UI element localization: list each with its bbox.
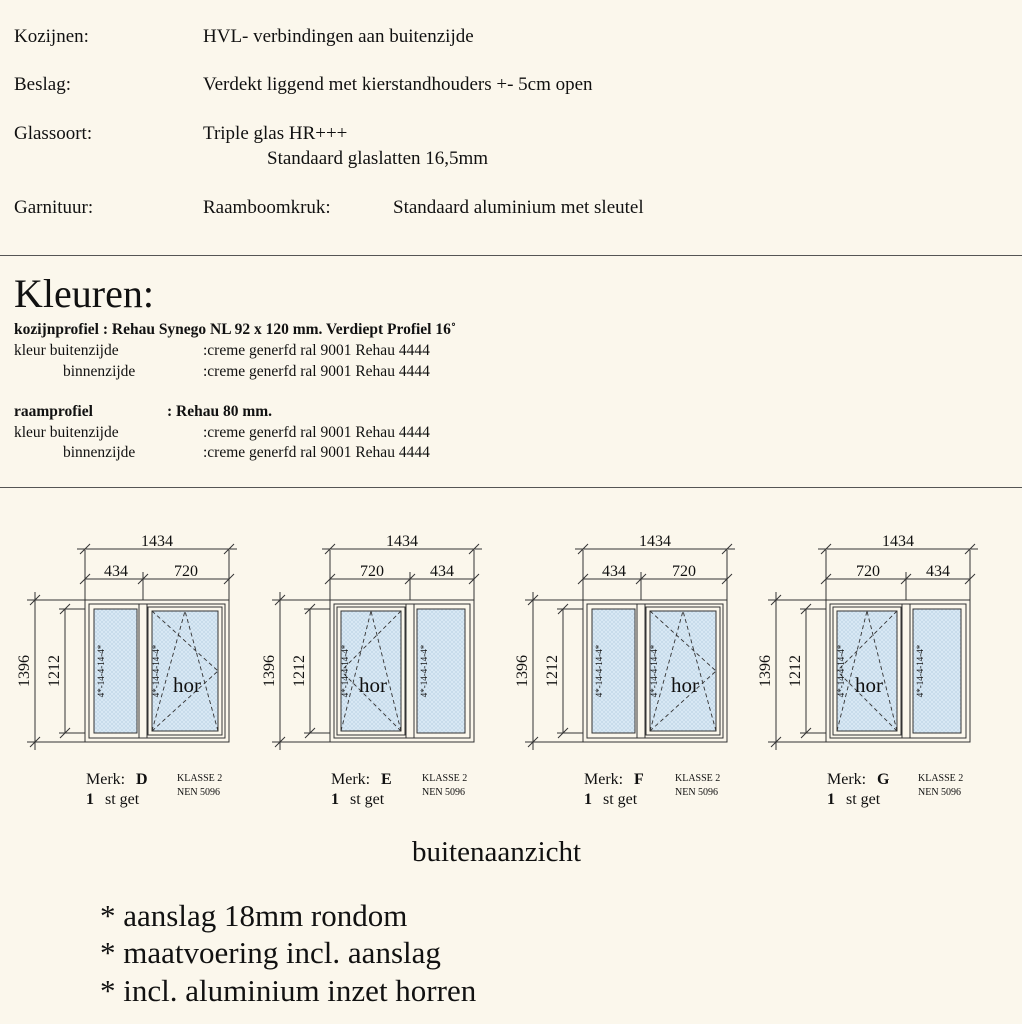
window-d-glass-code-sash: 4*-14-4-14-4* (151, 644, 161, 698)
kozijn-inside-label: binnenzijde (63, 363, 136, 380)
spec-label-beslag: Beslag: (14, 74, 71, 95)
window-e-merk-label: Merk: (331, 771, 371, 788)
window-e-glass-code-sash: 4*-14-4-14-4* (340, 644, 350, 698)
window-e-dim-left-width: 720 (360, 563, 384, 580)
view-label: buitenaanzicht (412, 836, 582, 868)
window-d-merk-label: Merk: (86, 771, 126, 788)
kozijn-outside-value: :creme generfd ral 9001 Rehau 4444 (203, 342, 430, 359)
window-g-dim-glass-height: 1212 (787, 655, 804, 687)
window-g-nen: NEN 5096 (918, 787, 962, 798)
spec-value-glaslatten: Standaard glaslatten 16,5mm (267, 148, 489, 169)
spec-value-kozijnen: HVL- verbindingen aan buitenzijde (203, 26, 474, 47)
window-f-glass-code-sash: 4*-14-4-14-4* (649, 644, 659, 698)
window-e-qty: 1 (331, 791, 339, 808)
divider-bottom (0, 487, 1022, 488)
window-d-dim-right-width: 720 (174, 563, 198, 580)
window-e-klasse: KLASSE 2 (422, 773, 468, 784)
window-d-klasse: KLASSE 2 (177, 773, 223, 784)
window-d-dim-total-width: 1434 (141, 533, 173, 550)
window-g-mullion (902, 604, 910, 738)
window-g-glass-code-fixed: 4*-14-4-14-4* (915, 644, 925, 698)
window-d-qty: 1 (86, 791, 94, 808)
spec-value-glassoort: Triple glas HR+++ (203, 123, 348, 144)
spec-label-garnituur: Garnituur: (14, 197, 94, 218)
window-f-dim-glass-height: 1212 (544, 655, 561, 687)
window-g-merk-label: Merk: (827, 771, 867, 788)
window-f-mullion (637, 604, 645, 738)
window-g-dim-total-height: 1396 (757, 655, 774, 687)
window-f-dim-right-width: 720 (672, 563, 696, 580)
window-e-mullion (406, 604, 414, 738)
window-f-klasse: KLASSE 2 (675, 773, 721, 784)
raam-outside-value: :creme generfd ral 9001 Rehau 4444 (203, 424, 430, 441)
window-f-merk-value: F (634, 771, 644, 788)
window-f-qty: 1 (584, 791, 592, 808)
kozijn-inside-value: :creme generfd ral 9001 Rehau 4444 (203, 363, 430, 380)
window-g-sash-glass (837, 611, 897, 731)
window-f-sash-label: hor (671, 673, 699, 697)
raam-inside-value: :creme generfd ral 9001 Rehau 4444 (203, 444, 430, 461)
divider-top (0, 255, 1022, 256)
raam-outside-label: kleur buitenzijde (14, 424, 119, 441)
window-g-sash-label: hor (855, 673, 883, 697)
window-f-dim-total-width: 1434 (639, 533, 671, 550)
window-f-qty-label: st get (603, 791, 638, 808)
window-g-glass-code-sash: 4*-14-4-14-4* (836, 644, 846, 698)
window-d-qty-label: st get (105, 791, 140, 808)
window-f-merk-label: Merk: (584, 771, 624, 788)
kleuren-title: Kleuren: (14, 271, 154, 316)
window-d-merk-value: D (136, 771, 148, 788)
window-e-glass-code-fixed: 4*-14-4-14-4* (419, 644, 429, 698)
window-d-dim-glass-height: 1212 (46, 655, 63, 687)
window-d-nen: NEN 5096 (177, 787, 221, 798)
raamprofiel-heading-value: : Rehau 80 mm. (167, 403, 273, 420)
window-f-nen: NEN 5096 (675, 787, 719, 798)
window-e-dim-total-width: 1434 (386, 533, 418, 550)
window-g-dim-right-width: 434 (926, 563, 950, 580)
raamprofiel-heading-label: raamprofiel (14, 403, 93, 420)
window-g-dim-left-width: 720 (856, 563, 880, 580)
window-e-sash-label: hor (359, 673, 387, 697)
window-e-dim-right-width: 434 (430, 563, 454, 580)
window-f-glass-code-fixed: 4*-14-4-14-4* (594, 644, 604, 698)
kozijnprofiel-heading: kozijnprofiel : Rehau Synego NL 92 x 120 mm. Verdiept Profiel 16˚ (14, 321, 457, 338)
window-e-dim-total-height: 1396 (261, 655, 278, 687)
window-d-glass-code-fixed: 4*-14-4-14-4* (96, 644, 106, 698)
window-g-qty-label: st get (846, 791, 881, 808)
window-e-dim-glass-height: 1212 (291, 655, 308, 687)
window-g-merk-value: G (877, 771, 890, 788)
window-g-dim-total-width: 1434 (882, 533, 914, 550)
window-g-qty: 1 (827, 791, 835, 808)
window-drawings (0, 500, 1022, 820)
window-d-sash-label: hor (173, 673, 201, 697)
kozijn-outside-label: kleur buitenzijde (14, 342, 119, 359)
window-e-merk-value: E (381, 771, 392, 788)
note-aanslag: * aanslag 18mm rondom (100, 898, 408, 933)
window-f-dim-total-height: 1396 (514, 655, 531, 687)
window-e-sash-glass (341, 611, 401, 731)
spec-label-kozijnen: Kozijnen: (14, 26, 89, 47)
spec-value-kruk-type: Standaard aluminium met sleutel (393, 197, 644, 218)
window-d-dim-left-width: 434 (104, 563, 128, 580)
raam-inside-label: binnenzijde (63, 444, 136, 461)
window-d-mullion (139, 604, 147, 738)
spec-label-glassoort: Glassoort: (14, 123, 93, 144)
spec-value-beslag: Verdekt liggend met kierstandhouders +- 5cm open (203, 74, 593, 95)
spec-value-raamboomkruk: Raamboomkruk: (203, 197, 331, 218)
window-f-dim-left-width: 434 (602, 563, 626, 580)
window-f-sash-glass (650, 611, 716, 731)
window-g-klasse: KLASSE 2 (918, 773, 964, 784)
window-d-sash-glass (152, 611, 218, 731)
note-maatvoering: * maatvoering incl. aanslag (100, 935, 441, 970)
window-d-dim-total-height: 1396 (16, 655, 33, 687)
window-e-qty-label: st get (350, 791, 385, 808)
window-e-nen: NEN 5096 (422, 787, 466, 798)
note-horren: * incl. aluminium inzet horren (100, 973, 477, 1008)
